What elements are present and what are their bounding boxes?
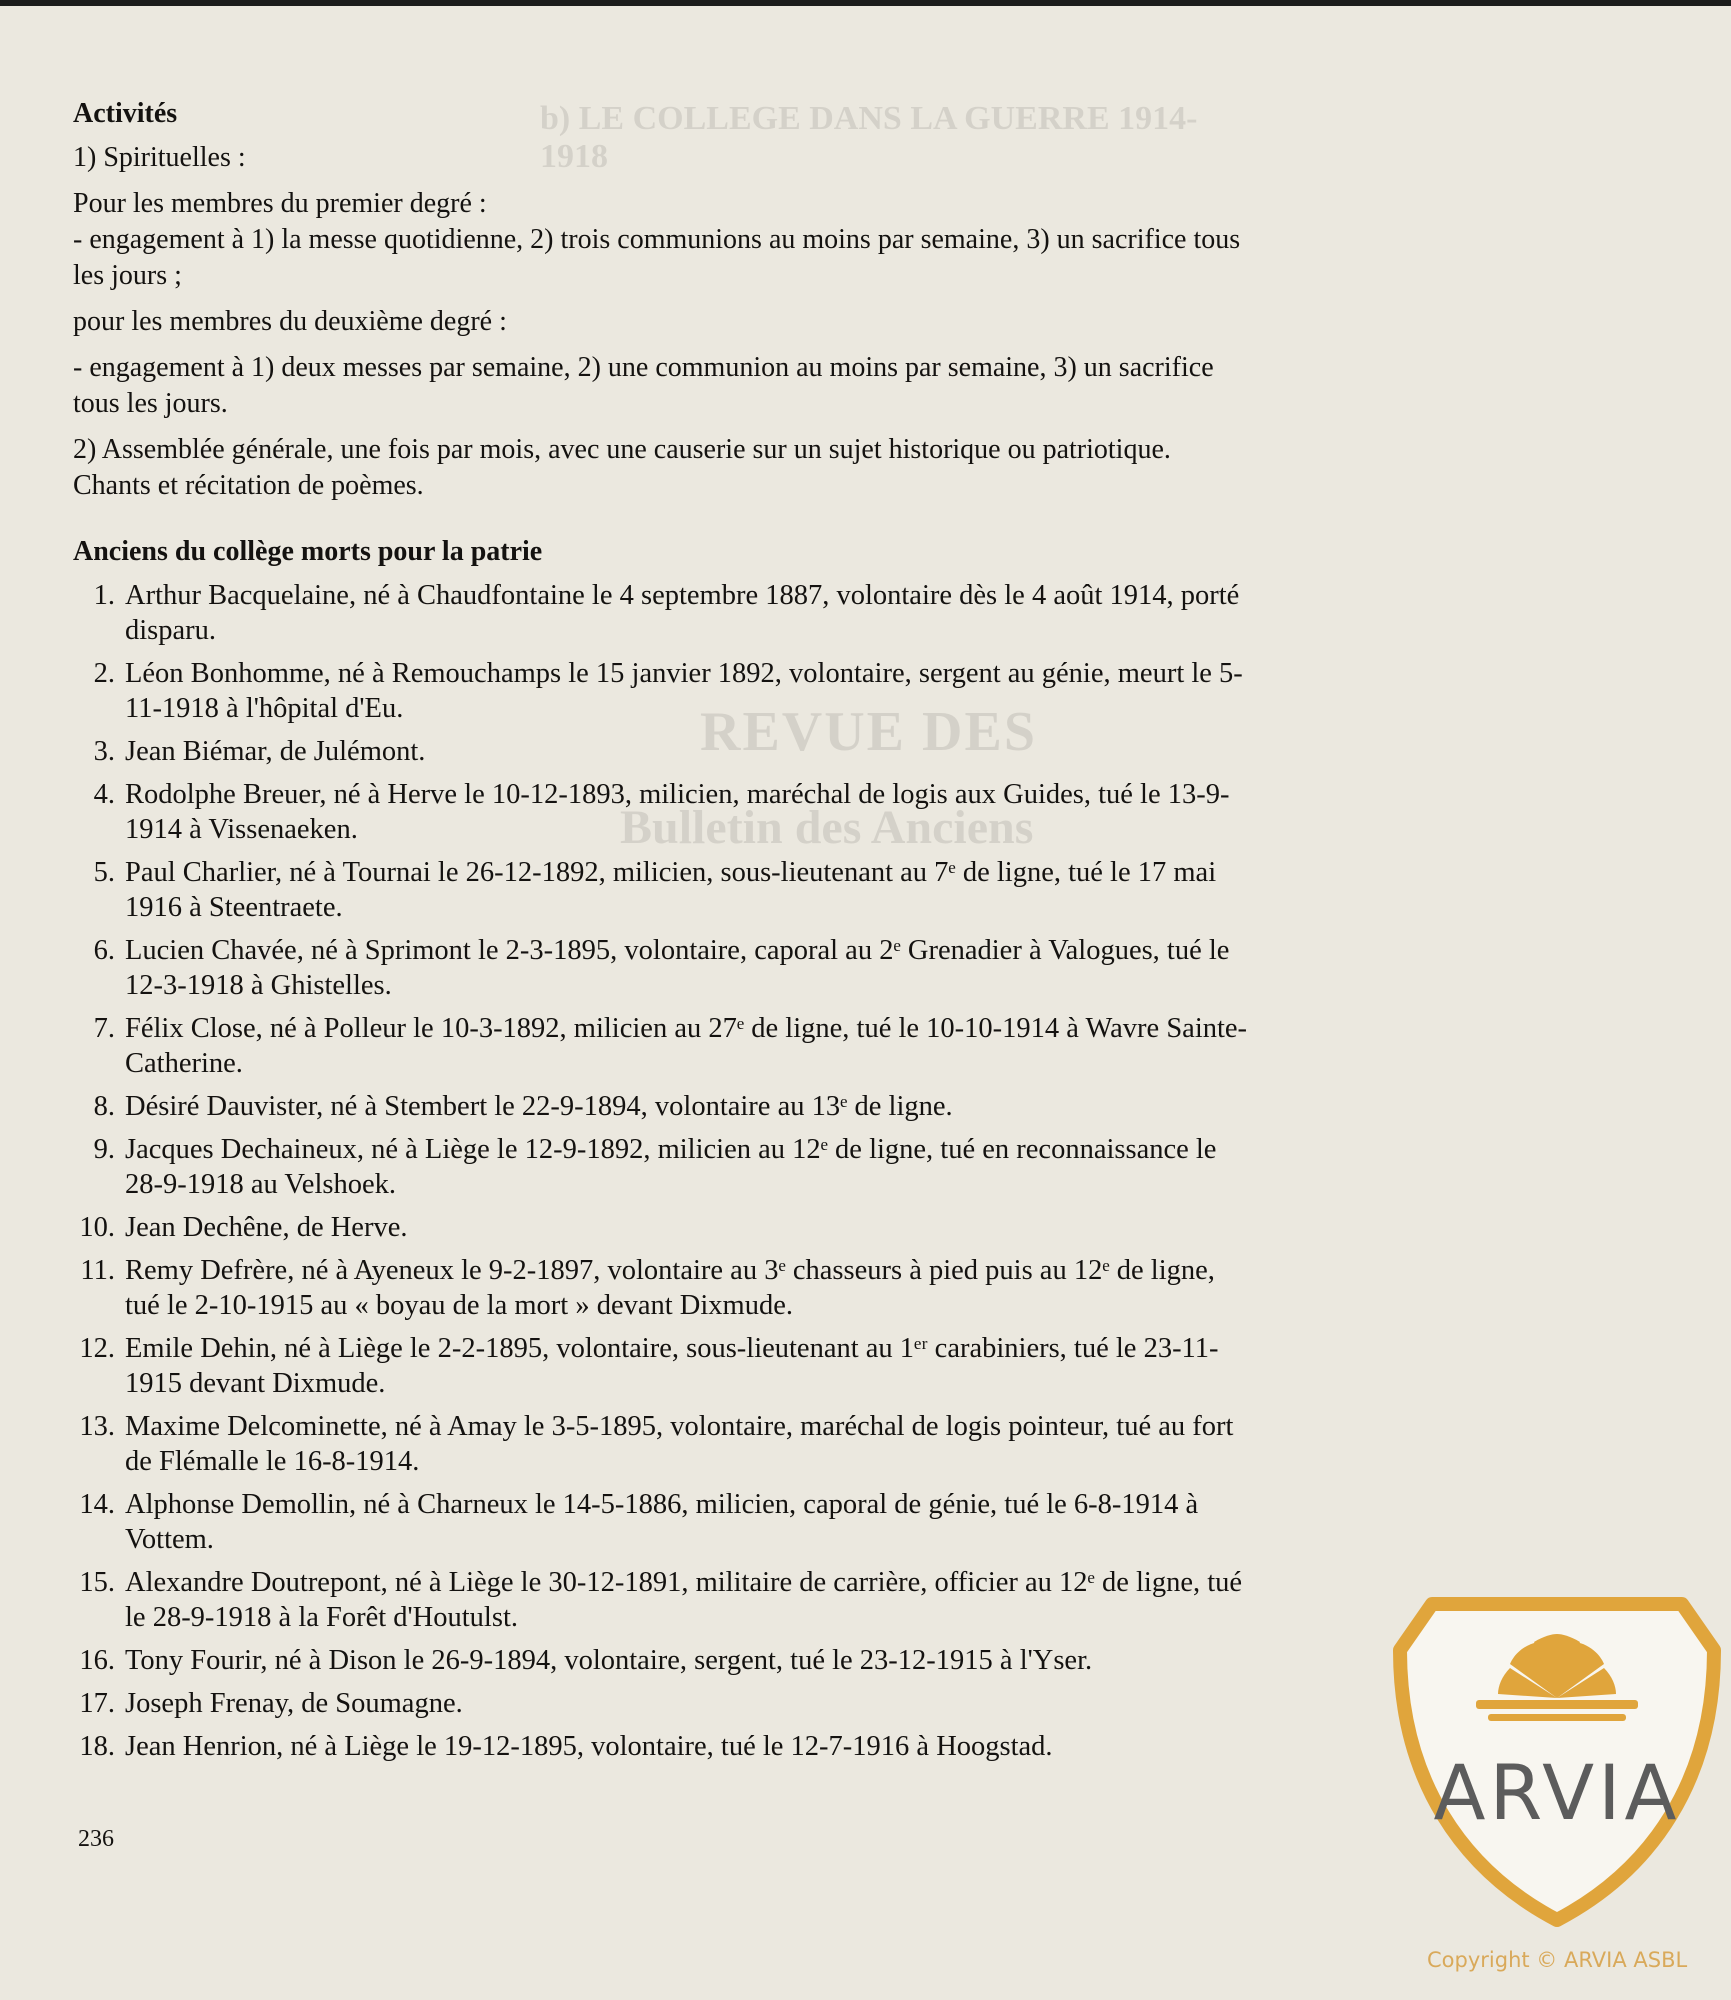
- item-text: Remy Defrère, né à Ayeneux le 9-2-1897, volontaire au 3ᵉ chasseurs à pied puis au 12ᵉ de ligne, tué le 2-10-1915 au « boyau de la mort » devant Dixmude.: [125, 1255, 1215, 1321]
- activities-heading: Activités: [73, 98, 178, 129]
- arvia-logo-text: ARVIA: [1433, 1748, 1681, 1837]
- item-number: 11.: [80, 1255, 115, 1286]
- item-text: Léon Bonhomme, né à Remouchamps le 15 janvier 1892, volontaire, sergent au génie, meurt le 5-11-1918 à l'hôpital d'Eu.: [125, 658, 1243, 724]
- item-number: 5.: [93, 857, 115, 888]
- item-text: Emile Dehin, né à Liège le 2-2-1895, volontaire, sous-lieutenant au 1ᵉʳ carabiniers, tué le 23-11-1915 devant Dixmude.: [125, 1333, 1219, 1399]
- list-item: [73, 855, 1253, 925]
- item-number: 14.: [79, 1489, 115, 1520]
- list-item: [73, 1210, 1253, 1245]
- list-item: [73, 1729, 1253, 1764]
- item-number: 16.: [79, 1645, 115, 1676]
- item-number: 15.: [79, 1567, 115, 1598]
- item-text: Désiré Dauvister, né à Stembert le 22-9-1894, volontaire au 13ᵉ de ligne.: [125, 1091, 953, 1122]
- item-number: 6.: [93, 935, 115, 966]
- item-number: 12.: [79, 1333, 115, 1364]
- item-text: Maxime Delcominette, né à Amay le 3-5-1895, volontaire, maréchal de logis pointeur, tué au fort de Flémalle le 16-8-1914.: [125, 1411, 1234, 1477]
- second-degree-text: - engagement à 1) deux messes par semaine, 2) une communion au moins par semaine, 3) un sacrifice tous les jours.: [73, 352, 1214, 419]
- list-item: [73, 1409, 1253, 1479]
- item-text: Jean Biémar, de Julémont.: [125, 736, 426, 767]
- item-number: 10.: [79, 1212, 115, 1243]
- item-text: Lucien Chavée, né à Sprimont le 2-3-1895, volontaire, caporal au 2ᵉ Grenadier à Valogues, tué le 12-3-1918 à Ghistelles.: [125, 935, 1230, 1001]
- item-number: 2.: [93, 658, 115, 689]
- assembly-text: 2) Assemblée générale, une fois par mois, avec une causerie sur un sujet historique ou patriotique. Chants et récitation de poèmes.: [73, 434, 1171, 501]
- first-degree-intro: Pour les membres du premier degré :: [73, 188, 487, 219]
- list-item: [73, 656, 1253, 726]
- list-item: [73, 933, 1253, 1003]
- bleed-through-line: Bulletin des Anciens: [620, 801, 1034, 854]
- item-text: Rodolphe Breuer, né à Herve le 10-12-1893, milicien, maréchal de logis aux Guides, tué le 13-9-1914 à Vissenaeken.: [125, 779, 1230, 845]
- item-text: Jean Dechêne, de Herve.: [125, 1212, 408, 1243]
- list-item: [73, 1643, 1253, 1678]
- bleed-through-line: b) LE COLLEGE DANS LA GUERRE 1914-1918: [540, 100, 1198, 175]
- item-text: Alphonse Demollin, né à Charneux le 14-5-1886, milicien, caporal de génie, tué le 6-8-1914 à Vottem.: [125, 1489, 1199, 1555]
- list-item: [73, 777, 1253, 847]
- bleed-through-line: REVUE DES: [700, 701, 1037, 763]
- item-number: 9.: [93, 1134, 115, 1165]
- copyright-notice: Copyright © ARVIA ASBL: [1427, 1948, 1688, 1972]
- item-number: 1.: [93, 580, 115, 611]
- page-number: 236: [78, 1826, 114, 1852]
- list-item: [73, 1132, 1253, 1202]
- item-number: 3.: [93, 736, 115, 767]
- list-item: [73, 1253, 1253, 1323]
- spiritual-title: 1) Spirituelles :: [73, 142, 246, 173]
- first-degree-text: - engagement à 1) la messe quotidienne, 2) trois communions au moins par semaine, 3) un sacrifice tous les jours ;: [73, 224, 1241, 291]
- item-text: Jacques Dechaineux, né à Liège le 12-9-1892, milicien au 12ᵉ de ligne, tué en reconnaissance le 28-9-1918 au Velshoek.: [125, 1134, 1217, 1200]
- list-item: [73, 734, 1253, 769]
- list-item: [73, 1331, 1253, 1401]
- list-item: [73, 578, 1253, 648]
- alumni-heading: Anciens du collège morts pour la patrie: [73, 536, 543, 567]
- item-text: Alexandre Doutrepont, né à Liège le 30-12-1891, militaire de carrière, officier au 12ᵉ de ligne, tué le 28-9-1918 à la Forêt d'Houtulst.: [125, 1567, 1243, 1633]
- scan-top-edge: [0, 0, 1731, 6]
- item-number: 13.: [79, 1411, 115, 1442]
- list-item: [73, 1565, 1253, 1635]
- item-text: Jean Henrion, né à Liège le 19-12-1895, volontaire, tué le 12-7-1916 à Hoogstad.: [125, 1731, 1053, 1762]
- item-number: 8.: [93, 1091, 115, 1122]
- item-text: Paul Charlier, né à Tournai le 26-12-1892, milicien, sous-lieutenant au 7ᵉ de ligne, tué le 17 mai 1916 à Steentraete.: [125, 857, 1217, 923]
- list-item: [73, 1487, 1253, 1557]
- item-number: 18.: [79, 1731, 115, 1762]
- second-degree-intro: pour les membres du deuxième degré :: [73, 306, 507, 337]
- item-text: Joseph Frenay, de Soumagne.: [125, 1688, 463, 1719]
- item-number: 7.: [93, 1013, 115, 1044]
- item-number: 17.: [79, 1688, 115, 1719]
- list-item: [73, 1089, 1253, 1124]
- item-text: Arthur Bacquelaine, né à Chaudfontaine le 4 septembre 1887, volontaire dès le 4 août 1914, porté disparu.: [125, 580, 1240, 646]
- item-text: Félix Close, né à Polleur le 10-3-1892, milicien au 27ᵉ de ligne, tué le 10-10-1914 à Wavre Sainte-Catherine.: [125, 1013, 1248, 1079]
- item-number: 4.: [93, 779, 115, 810]
- list-item: [73, 1686, 1253, 1721]
- item-text: Tony Fourir, né à Dison le 26-9-1894, volontaire, sergent, tué le 23-12-1915 à l'Yser.: [125, 1645, 1093, 1676]
- list-item: [73, 1011, 1253, 1081]
- alumni-list: [73, 578, 1253, 1764]
- page-content: [73, 96, 1253, 1772]
